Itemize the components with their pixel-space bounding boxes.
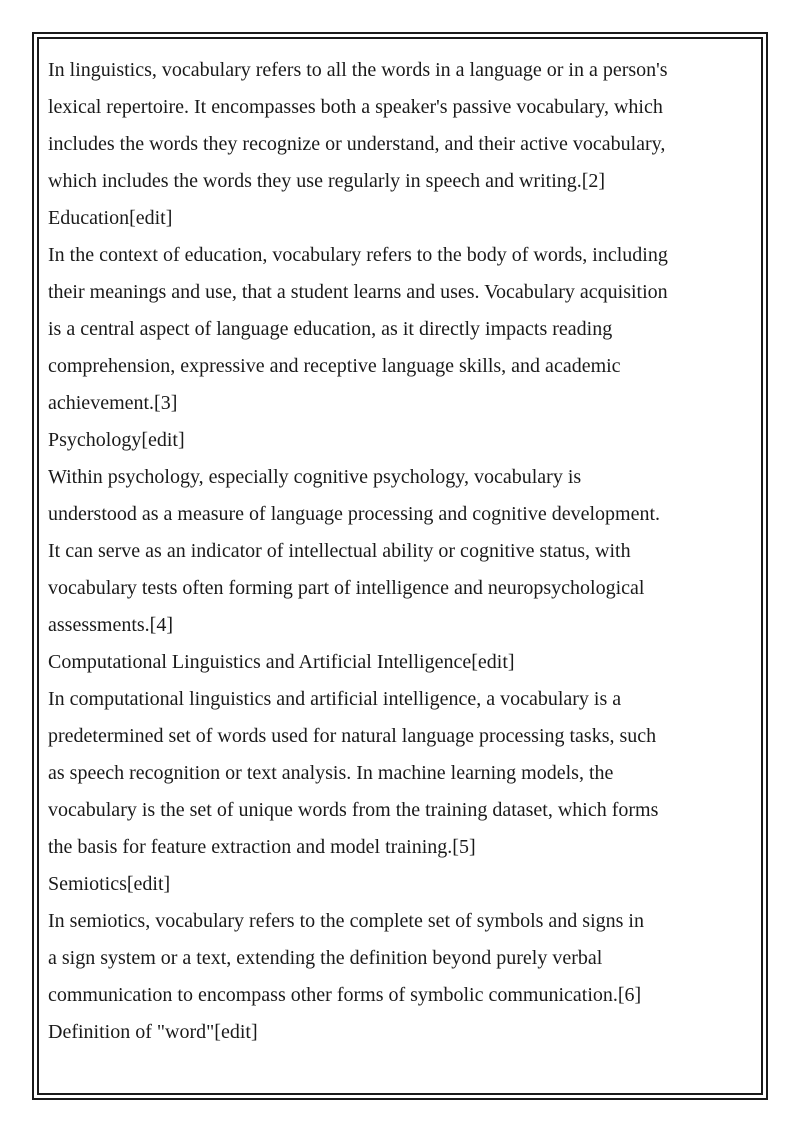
text-line: assessments.[4] — [48, 614, 173, 636]
text-line: comprehension, expressive and receptive language skills, and academic — [48, 355, 621, 377]
text-line: understood as a measure of language processing and cognitive development. — [48, 503, 661, 525]
text-line: communication to encompass other forms of symbolic communication.[6] — [48, 984, 642, 1006]
section-heading-psychology[interactable]: Psychology[edit] — [48, 429, 185, 451]
text-line: includes the words they recognize or understand, and their active vocabulary, — [48, 133, 666, 155]
section-heading-computational[interactable]: Computational Linguistics and Artificial Intelligence[edit] — [48, 651, 515, 673]
text-line: as speech recognition or text analysis. In machine learning models, the — [48, 762, 614, 784]
intro-paragraph — [48, 52, 738, 200]
psychology-paragraph — [48, 459, 738, 644]
text-line: a sign system or a text, extending the definition beyond purely verbal — [48, 947, 603, 969]
computational-paragraph — [48, 681, 738, 866]
text-line: Within psychology, especially cognitive psychology, vocabulary is — [48, 466, 582, 488]
section-heading-semiotics[interactable]: Semiotics[edit] — [48, 873, 171, 895]
text-line: In linguistics, vocabulary refers to all the words in a language or in a person's — [48, 59, 668, 81]
text-line: vocabulary is the set of unique words from the training dataset, which forms — [48, 799, 659, 821]
text-line: vocabulary tests often forming part of intelligence and neuropsychological — [48, 577, 645, 599]
text-line: In semiotics, vocabulary refers to the complete set of symbols and signs in — [48, 910, 644, 932]
text-line: In the context of education, vocabulary refers to the body of words, including — [48, 244, 668, 266]
text-line: In computational linguistics and artificial intelligence, a vocabulary is a — [48, 688, 622, 710]
section-heading-definition[interactable]: Definition of "word"[edit] — [48, 1021, 258, 1043]
document-body — [48, 52, 738, 1051]
text-line: is a central aspect of language education, as it directly impacts reading — [48, 318, 613, 340]
text-line: their meanings and use, that a student learns and uses. Vocabulary acquisition — [48, 281, 668, 303]
section-heading-education[interactable]: Education[edit] — [48, 207, 173, 229]
text-line: the basis for feature extraction and model training.[5] — [48, 836, 476, 858]
text-line: which includes the words they use regularly in speech and writing.[2] — [48, 170, 606, 192]
education-paragraph — [48, 237, 738, 422]
text-line: achievement.[3] — [48, 392, 178, 414]
semiotics-paragraph — [48, 903, 738, 1014]
text-line: predetermined set of words used for natural language processing tasks, such — [48, 725, 657, 747]
text-line: It can serve as an indicator of intellectual ability or cognitive status, with — [48, 540, 631, 562]
text-line: lexical repertoire. It encompasses both a speaker's passive vocabulary, which — [48, 96, 663, 118]
